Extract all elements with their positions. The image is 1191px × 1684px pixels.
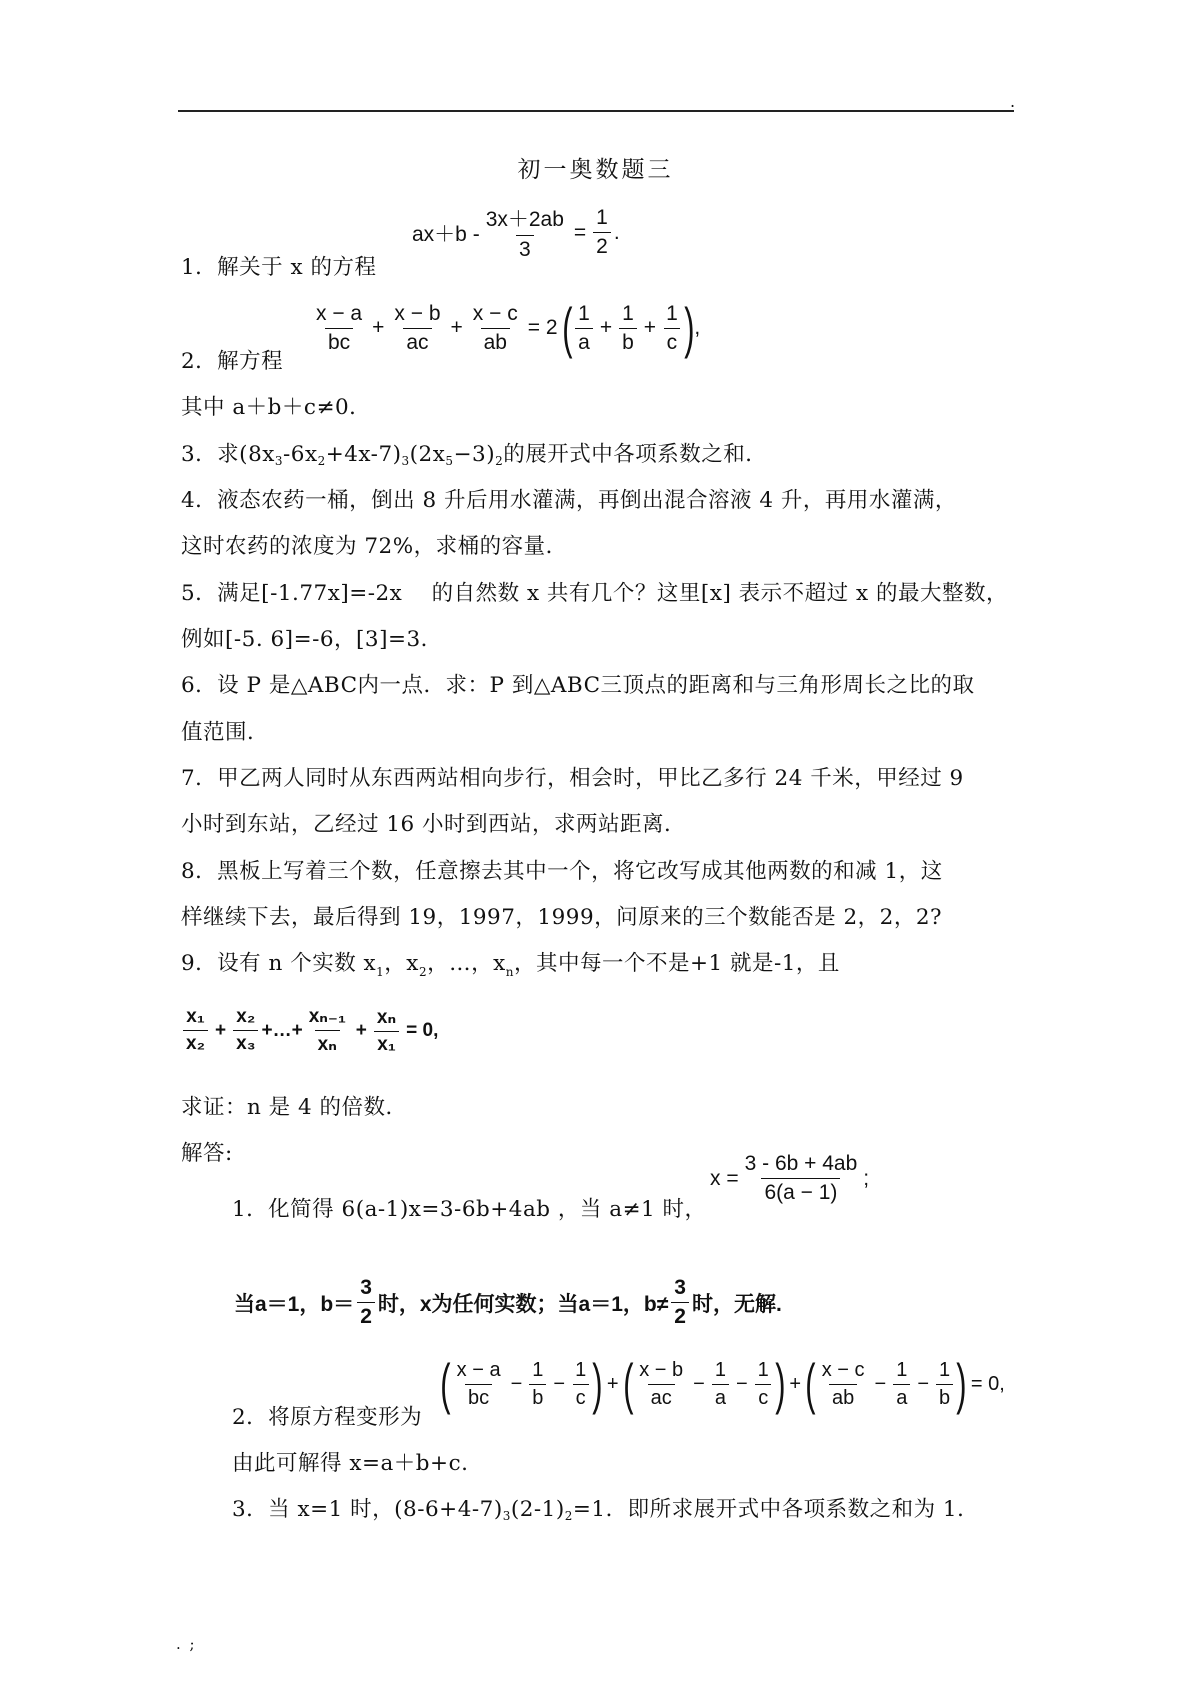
answers-heading: 解答: [181,1141,233,1166]
answer-1-cases: 当a＝1，b＝ $\frac{3}{2}$ 时，x为任何实数；当a＝1，b≠ $\frac{3}{2}$ 时，无解. [234,1276,782,1328]
problem-4-line-2: 这时农药的浓度为 72%，求桶的容量． [181,534,568,559]
formula-2: $\frac{x - a}{bc}$ + $\frac{x - b}{ac}$ + $\frac{x - c}{ab}$ = 2 ( $\frac{1}{a}$ + $\frac{1}{b}$ + $\frac{1}{c}$ ) , [316,296,701,359]
problem-6-line-2: 值范围． [181,720,270,745]
problem-7-line-2: 小时到东站，乙经过 16 小时到西站，求两站距离． [181,812,687,837]
problem-4-line-1: 4．液态农药一桶，倒出 8 升后用水灌满，再倒出混合溶液 4 升，再用水灌满， [181,488,957,513]
problem-2-note: 其中 a＋b＋c≠0． [181,395,372,420]
header-rule [178,110,1014,112]
problem-8-line-2: 样继续下去，最后得到 19，1997，1999，问原来的三个数能否是 2，2，2? [181,905,943,930]
answer-2-formula: ( $\frac{x - a}{bc}$ − $\frac{1}{b}$ − $\frac{1}{c}$ ) + ( $\frac{x - b}{ac}$ − $\frac{1}{a}$ − $\frac{1}{c}$ ) + ( $\frac{x - c}{ab}$ − $\frac{1}{a}$ − $\frac{1}{b}$ ) = 0, [440,1352,1005,1415]
page-title: 初一奥数题三 [517,157,674,183]
problem-8-line-1: 8．黑板上写着三个数，任意擦去其中一个，将它改写成其他两数的和减 1，这 [181,859,943,884]
answer-3: 3．当 x=1 时，$(8-6+4-7)_3(2-1)_2=1$．即所求展开式中各项系数之和为 1． [232,1497,980,1523]
answer-1: 1．化简得 6(a-1)x=3-6b+4ab ，当 a≠1 时， [232,1197,707,1222]
formula-1: ax＋b - $\frac{3x+2ab}{3}$ = $\frac{1}{2}$ . [412,206,620,261]
problem-5-line-1: 5．满足[-1.77x]=-2x 的自然数 x 共有几个？这里[x] 表示不超过 x 的最大整数， [181,581,1008,606]
problem-1: 1．解关于 x 的方程 [181,255,377,280]
problem-6-line-1: 6．设 P 是△ABC内一点．求：P 到△ABC三顶点的距离和与三角形周长之比的取 [181,673,975,698]
answer-2-result: 由此可解得 x=a＋b+c. [232,1451,469,1476]
problem-9: 9．设有 n 个实数 $x_1$，$x_2$，…，$x_n$，其中每一个不是+1 就是-1，且 [181,951,840,979]
problem-3: 3．求$(8x_3-6x_2+4x-7)_3(2x_5-3)_2$的展开式中各项系数之和． [181,442,768,468]
problem-9-proof: 求证：n 是 4 的倍数． [181,1095,408,1120]
answer-2: 2．将原方程变形为 [232,1405,423,1430]
answer-1-formula: x = $\frac{3 - 6b + 4ab}{6(a - 1)}$ ; [710,1152,870,1204]
problem-7-line-1: 7．甲乙两人同时从东西两站相向步行，相会时，甲比乙多行 24 千米，甲经过 9 [181,766,964,791]
formula-9: $\frac{\text{x₁}}{\text{x₂}}$ + $\frac{\text{x₂}}{\text{x₃}}$ +…+ $\frac{\text{xₙ₋₁}}{\text{xₙ}}$ + $\frac{\text{xₙ}}{\text{x₁}}$ = 0, [180,1005,442,1056]
problem-2: 2．解方程 [181,349,284,374]
footer-corner-mark: . ; [176,1635,197,1653]
problem-5-line-2: 例如[-5. 6]=-6，[3]=3． [181,627,443,652]
header-corner-mark: . [1010,92,1016,111]
